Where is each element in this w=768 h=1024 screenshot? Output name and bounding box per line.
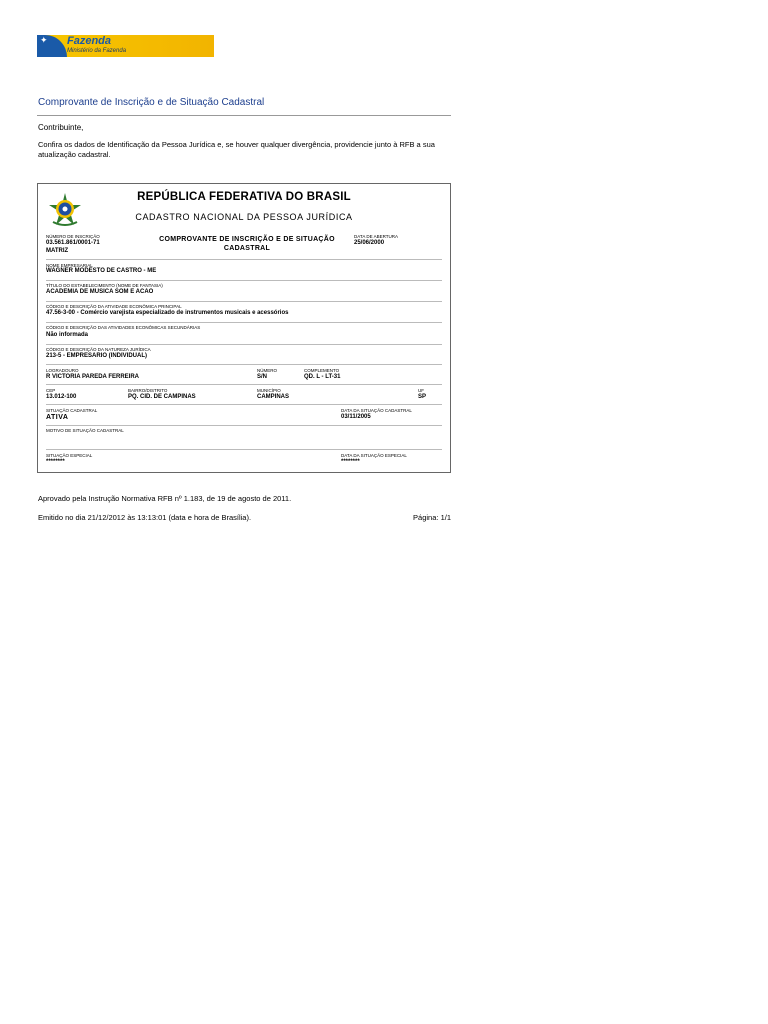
field-divider bbox=[46, 404, 442, 405]
logo-title: Fazenda bbox=[67, 35, 112, 47]
uf-value: SP bbox=[418, 394, 427, 400]
nome-value: WAGNER MODESTO DE CASTRO - ME bbox=[46, 268, 157, 274]
inscricao-type: MATRIZ bbox=[46, 248, 69, 254]
numero-value: S/N bbox=[257, 374, 268, 380]
card-header-title: REPÚBLICA FEDERATIVA DO BRASIL bbox=[137, 191, 351, 203]
fantasia-value: ACADEMIA DE MUSICA SOM E ACAO bbox=[46, 289, 154, 295]
card-header-subtitle: CADASTRO NACIONAL DA PESSOA JURÍDICA bbox=[135, 212, 353, 222]
field-divider bbox=[46, 259, 442, 260]
title-divider bbox=[37, 115, 451, 116]
municipio-label: MUNICÍPIO bbox=[257, 388, 281, 393]
nome-label: NOME EMPRESARIAL bbox=[46, 263, 93, 268]
abertura-value: 25/06/2000 bbox=[354, 240, 385, 246]
field-divider bbox=[46, 301, 442, 302]
field-divider bbox=[46, 322, 442, 323]
field-divider bbox=[46, 364, 442, 365]
cep-value: 13.012-100 bbox=[46, 394, 77, 400]
field-divider bbox=[46, 344, 442, 345]
numero-label: NÚMERO bbox=[257, 368, 277, 373]
field-divider bbox=[46, 449, 442, 450]
page-number: Página: 1/1 bbox=[413, 513, 451, 522]
logradouro-value: R VICTORIA PAREDA FERREIRA bbox=[46, 374, 140, 380]
situacao-label: SITUAÇÃO CADASTRAL bbox=[46, 408, 98, 413]
logradouro-label: LOGRADOURO bbox=[46, 368, 79, 373]
natureza-label: CÓDIGO E DESCRIÇÃO DA NATUREZA JURÍDICA bbox=[46, 347, 151, 352]
uf-label: UF bbox=[418, 388, 424, 393]
greeting-text: Contribuinte, bbox=[38, 123, 84, 132]
inscricao-label: NÚMERO DE INSCRIÇÃO bbox=[46, 234, 100, 239]
atividades-secundarias-label: CÓDIGO E DESCRIÇÃO DAS ATIVIDADES ECONÔMICAS SECUNDÁRIAS bbox=[46, 325, 201, 330]
data-situacao-value: 03/11/2005 bbox=[341, 414, 371, 420]
data-situacao-especial-label: DATA DA SITUAÇÃO ESPECIAL bbox=[341, 453, 407, 458]
data-situacao-especial-value: ******** bbox=[341, 459, 360, 465]
situacao-especial-label: SITUAÇÃO ESPECIAL bbox=[46, 453, 93, 458]
intro-text: Confira os dados de Identificação da Pessoa Jurídica e, se houver qualquer divergência, providencie junto à RFB a sua atualização cadastral. bbox=[38, 140, 435, 159]
abertura-label: DATA DE ABERTURA bbox=[354, 234, 399, 239]
logo-swoosh-icon bbox=[37, 35, 67, 57]
motivo-label: MOTIVO DE SITUAÇÃO CADASTRAL bbox=[46, 428, 124, 433]
logo-subtitle: Ministério da Fazenda bbox=[67, 48, 127, 54]
field-divider bbox=[46, 280, 442, 281]
fazenda-logo bbox=[37, 35, 214, 57]
cep-label: CEP bbox=[46, 388, 56, 393]
atividade-principal-value: 47.56-3-00 - Comércio varejista especializado de instrumentos musicais e acessórios bbox=[46, 310, 289, 316]
natureza-value: 213-5 - EMPRESARIO (INDIVIDUAL) bbox=[46, 353, 148, 359]
issued-note: Emitido no dia 21/12/2012 às 13:13:01 (data e hora de Brasília). bbox=[38, 513, 252, 522]
document-title: COMPROVANTE DE INSCRIÇÃO E DE SITUAÇÃO CADASTRAL bbox=[159, 236, 335, 252]
cnpj-card bbox=[37, 183, 451, 473]
situacao-especial-value: ******** bbox=[46, 459, 65, 465]
atividade-principal-label: CÓDIGO E DESCRIÇÃO DA ATIVIDADE ECONÔMICA PRINCIPAL bbox=[46, 304, 182, 309]
bairro-label: BAIRRO/DISTRITO bbox=[128, 388, 168, 393]
data-situacao-label: DATA DA SITUAÇÃO CADASTRAL bbox=[341, 408, 412, 413]
municipio-value: CAMPINAS bbox=[257, 394, 290, 400]
star-icon: ✦ bbox=[40, 35, 48, 45]
field-divider bbox=[46, 425, 442, 426]
atividades-secundarias-value: Não informada bbox=[46, 332, 89, 338]
situacao-value: ATIVA bbox=[46, 414, 69, 421]
approval-note: Aprovado pela Instrução Normativa RFB nº 1.183, de 19 de agosto de 2011. bbox=[38, 494, 292, 503]
complemento-label: COMPLEMENTO bbox=[304, 368, 340, 373]
fantasia-label: TÍTULO DO ESTABELECIMENTO (NOME DE FANTASIA) bbox=[46, 283, 163, 288]
field-divider bbox=[46, 384, 442, 385]
inscricao-value: 03.561.861/0001-71 bbox=[46, 240, 100, 246]
bairro-value: PQ. CID. DE CAMPINAS bbox=[128, 394, 196, 400]
page-title: Comprovante de Inscrição e de Situação Cadastral bbox=[38, 97, 265, 108]
complemento-value: QD. L - LT-31 bbox=[304, 374, 341, 380]
